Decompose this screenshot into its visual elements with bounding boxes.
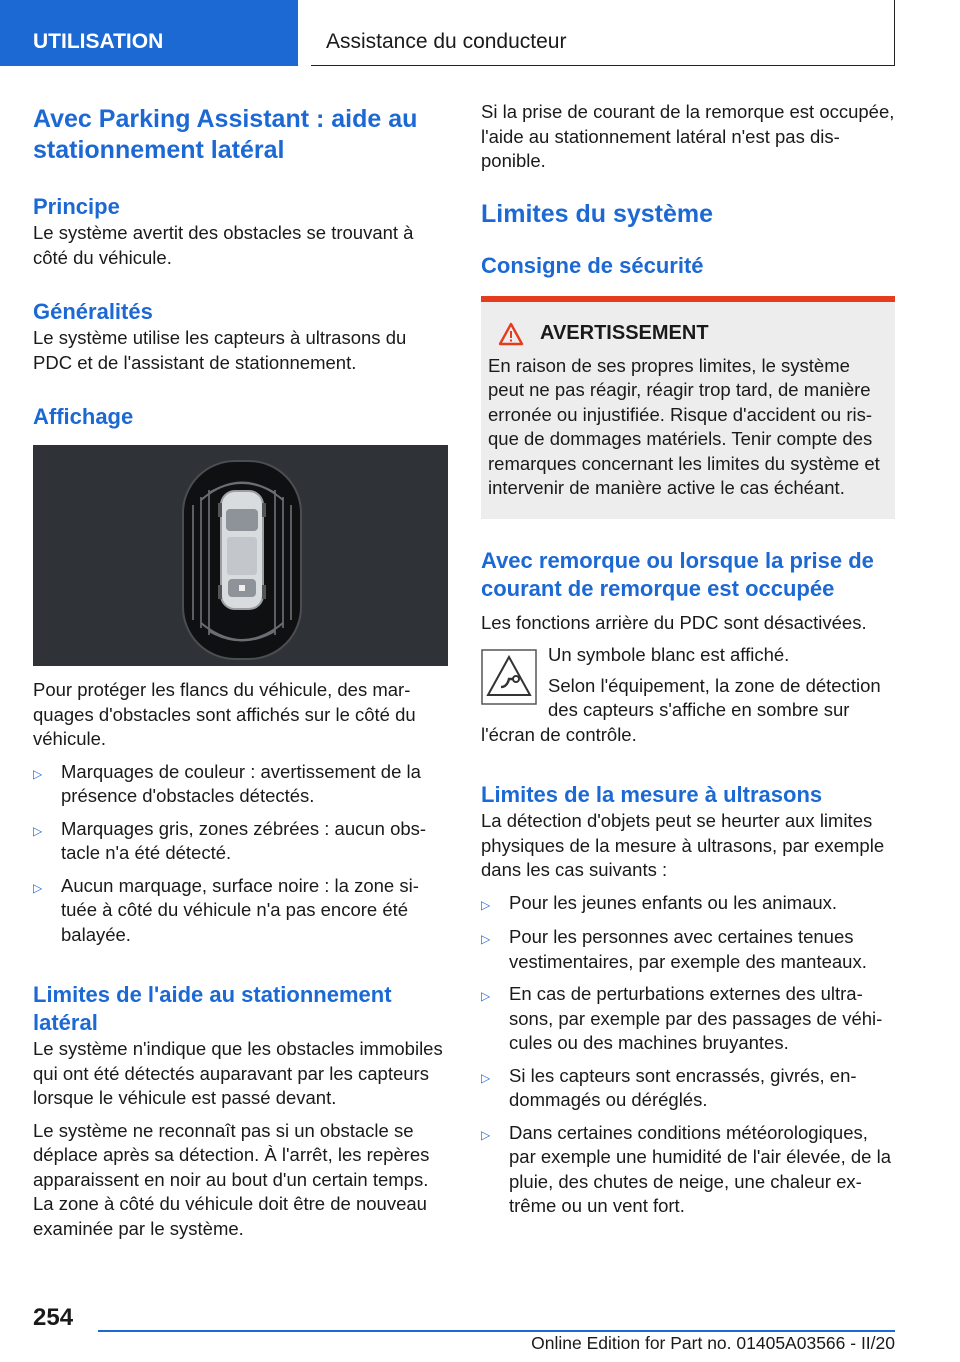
triangle-right-icon: ▷ — [481, 897, 491, 912]
intro-text: Si la prise de courant de la remorque est occupée, l'aide au stationnement latéral n'est pas disponible. — [481, 101, 895, 171]
remorque-text: Les fonctions arrière du PDC sont désactivées. — [481, 611, 867, 633]
warning-header — [488, 322, 887, 346]
list-item-text: Pour les jeunes enfants ou les animaux. — [509, 891, 838, 913]
warning-triangle-icon — [498, 322, 524, 346]
triangle-right-icon: ▷ — [481, 1127, 491, 1142]
list-item — [33, 874, 448, 948]
consigne-heading: Consigne de sécurité — [481, 252, 704, 278]
list-item-text: Si les capteurs sont encrassés, givrés, endommagés ou déréglés. — [509, 1064, 857, 1110]
trailer-symbol-text — [481, 643, 895, 723]
list-item-text: Pour les personnes avec certaines tenues vestimentaires, par exemple des manteaux. — [509, 926, 867, 972]
limites-aide-text-1: Le système n'indique que les obstacles immobiles qui ont été détectés auparavant par les capteurs lorsque le véhicule est passé devant. — [33, 1038, 443, 1108]
list-item — [481, 891, 895, 918]
principe-heading: Principe — [33, 194, 120, 219]
triangle-right-icon: ▷ — [481, 1070, 491, 1085]
triangle-right-icon: ▷ — [33, 823, 43, 838]
limites-systeme-heading: Limites du système — [481, 199, 714, 228]
generalites-text: Le système utilise les capteurs à ultrasons du PDC et de l'assistant de stationnement. — [33, 327, 407, 373]
list-item-text: Dans certaines conditions météorologiques, par exemple une humidité de l'air élevée, de la pluie, des chutes de neige, une chaleur extrême ou un vent fort. — [509, 1121, 891, 1216]
triangle-right-icon: ▷ — [33, 766, 43, 781]
parking-display-image — [33, 445, 448, 666]
list-item — [33, 760, 448, 809]
right-column — [481, 100, 895, 1219]
warning-text: En raison de ses propres limites, le système peut ne pas réagir, réagir trop tard, de manière erronée ou injustifiée. Risque d'accident ou risque de dommages matériels. Tenir compte des remarques concernant les limites du système et intervenir de manière active le cas échéant. — [488, 354, 880, 498]
ultrasons-text: La détection d'objets peut se heurter aux limites physiques de la mesure à ultrasons, par exemple dans les cas suivants : — [481, 810, 885, 880]
list-item-text: Marquages de couleur : avertissement de la présence d'obstacles détectés. — [61, 760, 421, 806]
left-column — [33, 100, 448, 1241]
page-title: Avec Parking Assistant : aide au stationnement latéral — [33, 105, 418, 164]
list-item-text: En cas de perturbations externes des ultrasons, par exemple par des passages de véhicules ou des machines bruyantes. — [509, 983, 883, 1053]
principe-text: Le système avertit des obstacles se trouvant à côté du véhicule. — [33, 222, 414, 268]
chapter-tab: UTILISATION — [0, 0, 298, 66]
list-item — [33, 817, 448, 866]
footer-divider — [98, 1330, 895, 1332]
triangle-right-icon: ▷ — [481, 932, 491, 946]
edition-text: Online Edition for Part no. 01405A03566 - II/20 — [531, 1333, 895, 1353]
affichage-heading: Affichage — [33, 404, 134, 429]
limites-aide-heading: Limites de l'aide au stationnement latéral — [33, 982, 392, 1035]
affichage-text: Pour protéger les flancs du véhicule, des marquages d'obstacles sont affichés sur le côté du véhicule. — [33, 679, 416, 749]
list-item — [481, 1064, 895, 1113]
section-title: Assistance du conducteur — [311, 0, 895, 66]
list-item — [481, 982, 895, 1056]
warning-title: AVERTISSEMENT — [540, 322, 709, 344]
remorque-heading: Avec remorque ou lorsque la prise de courant de remorque est occupée — [481, 547, 874, 601]
triangle-right-icon: ▷ — [33, 880, 43, 895]
list-item-text: Aucun marquage, surface noire : la zone située à côté du véhicule n'a pas encore été balayée. — [61, 874, 419, 945]
symbole-text-2: Selon l'équipement, la zone de détection des capteurs s'affiche en sombre sur — [548, 674, 881, 720]
list-item — [481, 925, 895, 974]
side-view-diagram — [33, 445, 448, 666]
warning-box — [481, 296, 895, 519]
symbole-text-1: Un symbole blanc est affiché. — [548, 644, 790, 665]
ultrasons-heading: Limites de la mesure à ultrasons — [481, 782, 823, 807]
list-item-text: Marquages gris, zones zébrées : aucun obstacle n'a été détecté. — [61, 817, 427, 863]
page-number: 254 — [33, 1304, 74, 1331]
affichage-bullet-list — [33, 760, 448, 948]
generalites-heading: Généralités — [33, 299, 153, 324]
triangle-right-icon: ▷ — [481, 989, 491, 1003]
symbole-text-3: l'écran de contrôle. — [481, 723, 637, 745]
ultrasons-bullet-list — [481, 891, 895, 1219]
limites-aide-text-2: Le système ne reconnaît pas si un obstacle se déplace après sa détection. À l'arrêt, les repères apparaissent en noir au bout d'un certain temps. La zone à côté du véhicule doit être de nouveau examinée par le système. — [33, 1119, 430, 1239]
trailer-symbol-block — [481, 643, 895, 747]
list-item — [481, 1121, 895, 1219]
trailer-socket-icon — [481, 649, 537, 705]
